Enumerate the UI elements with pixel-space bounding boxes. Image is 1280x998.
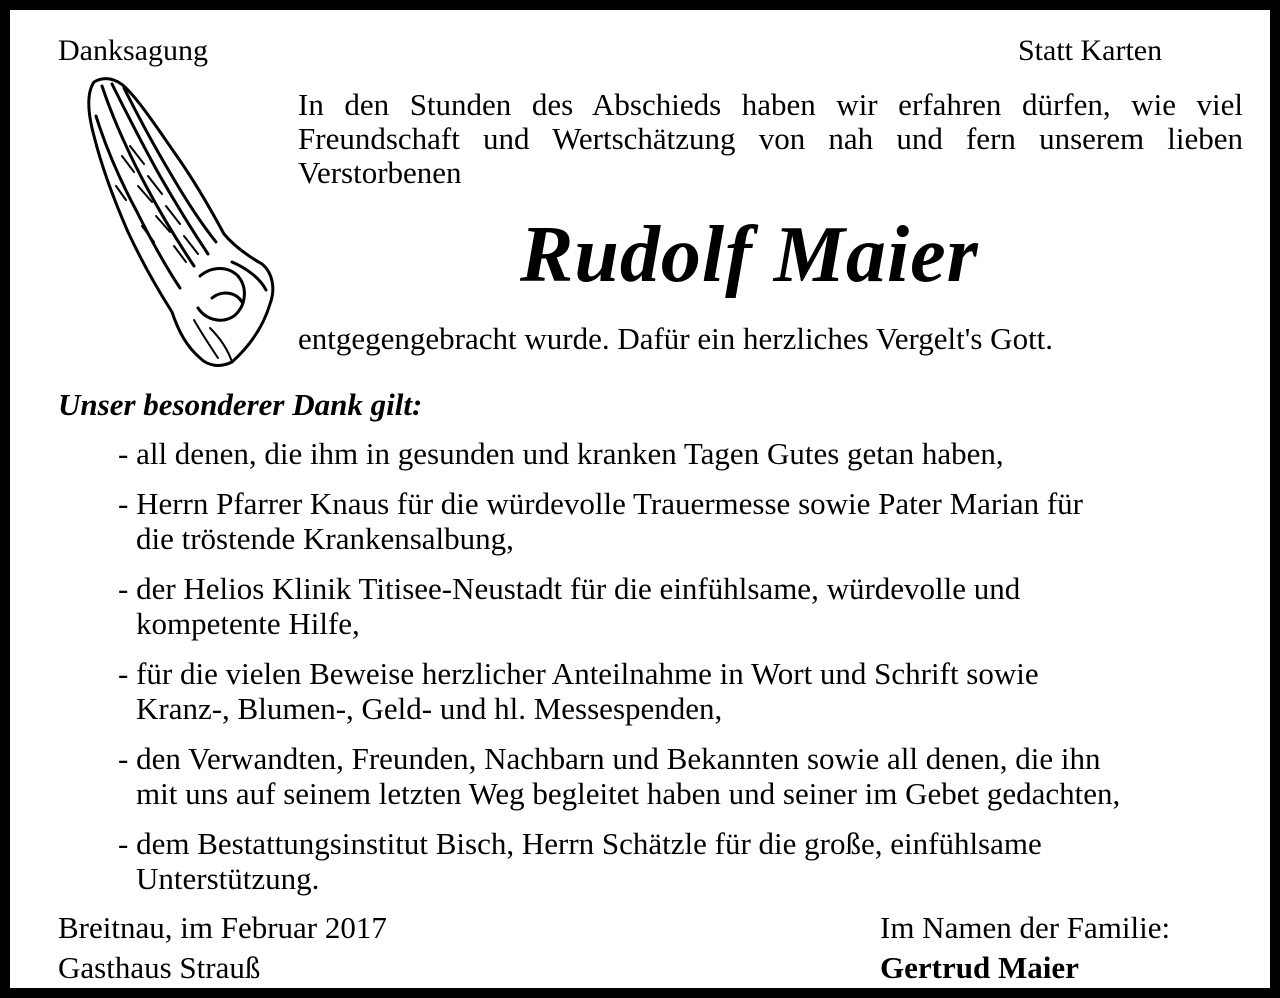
thanks-heading: Unser besonderer Dank gilt: — [58, 387, 423, 422]
praying-hands-icon — [82, 76, 276, 368]
thanks-item: - der Helios Klinik Titisee-Neustadt für die einfühlsame, würdevolle und kompetente Hilfe, — [118, 571, 1021, 641]
thanks-item: - den Verwandten, Freunden, Nachbarn und Bekannten sowie all denen, die ihn mit uns auf seinem letzten Weg begleitet haben und seiner im Gebet gedachten, — [118, 741, 1121, 811]
location: Gasthaus Strauß — [58, 950, 261, 985]
thanks-list — [118, 436, 1248, 911]
place-date: Breitnau, im Februar 2017 — [58, 910, 387, 945]
header-left: Danksagung — [58, 34, 208, 67]
family-label: Im Namen der Familie: — [880, 910, 1171, 945]
deceased-name: Rudolf Maier — [520, 211, 979, 299]
signer-name: Gertrud Maier — [880, 950, 1079, 985]
closing-text: entgegengebracht wurde. Dafür ein herzliches Vergelt's Gott. — [298, 321, 1054, 356]
thanks-item: - Herrn Pfarrer Knaus für die würdevolle Trauermesse sowie Pater Marian für die tröstende Krankensalbung, — [118, 486, 1083, 556]
thanks-item: - dem Bestattungsinstitut Bisch, Herrn Schätzle für die große, einfühlsame Unterstützung. — [118, 826, 1042, 896]
thanks-item: - für die vielen Beweise herzlicher Anteilnahme in Wort und Schrift sowie Kranz-, Blumen-, Geld- und hl. Messespenden, — [118, 656, 1039, 726]
intro-text: In den Stunden des Abschieds haben wir erfahren dürfen, wie viel Freundschaft und Wertschätzung von nah und fern unserem lieben Verstorbenen — [298, 87, 1243, 190]
thanks-item: - all denen, die ihm in gesunden und kranken Tagen Gutes getan haben, — [118, 436, 1004, 471]
header-right: Statt Karten — [1018, 34, 1163, 67]
